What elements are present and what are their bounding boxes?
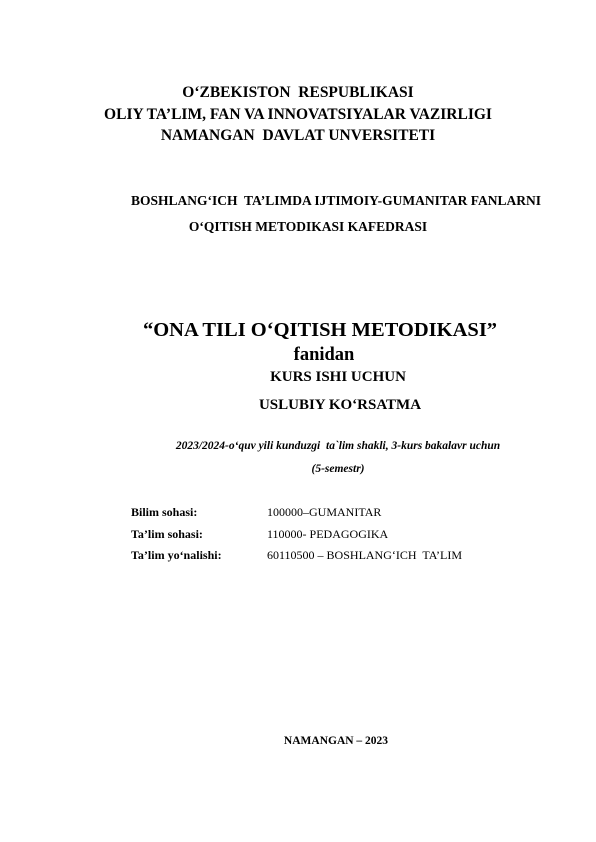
course-work-label: KURS ISHI UCHUN — [270, 369, 406, 385]
department-name-line1: BOSHLANG‘ICH TA’LIMDA IJTIMOIY-GUMANITAR FANLARNI — [130, 193, 542, 208]
field-of-education-label: Ta’lim sohasi: — [131, 527, 203, 541]
university-name: NAMANGAN DAVLAT UNVERSITETI — [160, 127, 436, 144]
field-of-knowledge-value: 100000–GUMANITAR — [267, 505, 382, 519]
subject-fanidan: fanidan — [293, 345, 355, 365]
field-of-knowledge-label: Bilim sohasi: — [131, 505, 198, 519]
academic-year-info: 2023/2024-o‘quv yili kunduzgi ta`lim shakli, 3-kurs bakalavr uchun — [175, 440, 501, 452]
semester-info: (5-semestr) — [311, 463, 365, 475]
city-year-footer: NAMANGAN – 2023 — [283, 735, 389, 747]
ministry-country: O‘ZBEKISTON RESPUBLIKASI — [182, 84, 414, 101]
subject-title: “ONA TILI O‘QITISH METODIKASI” — [142, 319, 498, 341]
education-direction-label: Ta’lim yo‘nalishi: — [131, 548, 222, 562]
field-of-education-value: 110000- PEDAGOGIKA — [267, 527, 389, 541]
education-direction-value: 60110500 – BOSHLANG‘ICH TA’LIM — [267, 548, 463, 562]
guidelines-label: USLUBIY KO‘RSATMA — [258, 397, 422, 413]
ministry-name: OLIY TA’LIM, FAN VA INNOVATSIYALAR VAZIRLIGI — [104, 106, 492, 123]
department-name-line2: O‘QITISH METODIKASI KAFEDRASI — [188, 219, 428, 234]
